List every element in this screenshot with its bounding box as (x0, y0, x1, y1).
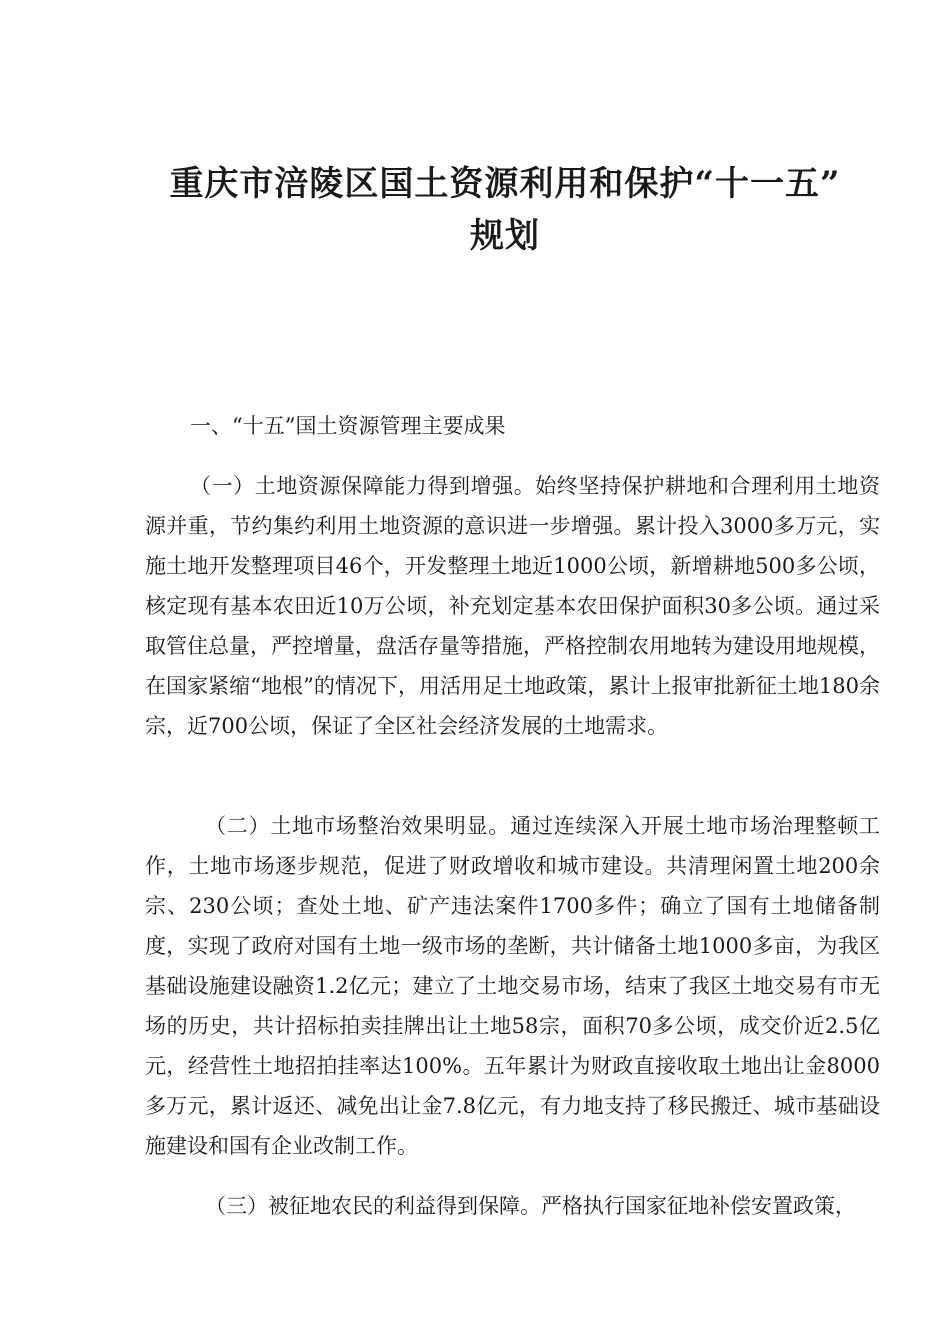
section-heading: 一、“十五”国土资源管理主要成果 (190, 414, 506, 438)
title-line-1: 重庆市涪陵区国土资源利用和保护“十一五” (169, 164, 841, 204)
title-line-2: 规划 (470, 216, 540, 256)
paragraph-2: （二）土地市场整治效果明显。通过连续深入开展土地市场治理整顿工作，土地市场逐步规范，促进了财政增收和城市建设。共清理闲置土地200余宗、230公顷；查处土地、矿产违法案件1700多件；确立了国有土地储备制度，实现了政府对国有土地一级市场的垄断，共计储备土地1000多亩，为我区基础设施建设融资1.2亿元；建立了土地交易市场，结束了我区土地交易有市无场的历史，共计招标拍卖挂牌出让土地58宗，面积70多公顷，成交价近2.5亿元，经营性土地招拍挂率达100%。五年累计为财政直接收取土地出让金8000多万元，累计返还、减免出让金7.8亿元，有力地支持了移民搬迁、城市基础设施建设和国有企业改制工作。 (145, 814, 880, 1158)
paragraph-1: （一）土地资源保障能力得到增强。始终坚持保护耕地和合理利用土地资源并重，节约集约利用土地资源的意识进一步增强。累计投入3000多万元，实施土地开发整理项目46个，开发整理土地近1000公顷，新增耕地500多公顷，核定现有基本农田近10万公顷，补充划定基本农田保护面积30多公顷。通过采取管住总量，严控增量，盘活存量等措施，严格控制农用地转为建设用地规模，在国家紧缩“地根”的情况下，用活用足土地政策，累计上报审批新征土地180余宗，近700公顷，保证了全区社会经济发展的土地需求。 (145, 474, 880, 738)
paragraph-3: （三）被征地农民的利益得到保障。严格执行国家征地补偿安置政策， (205, 1194, 856, 1218)
document-title (140, 158, 870, 262)
